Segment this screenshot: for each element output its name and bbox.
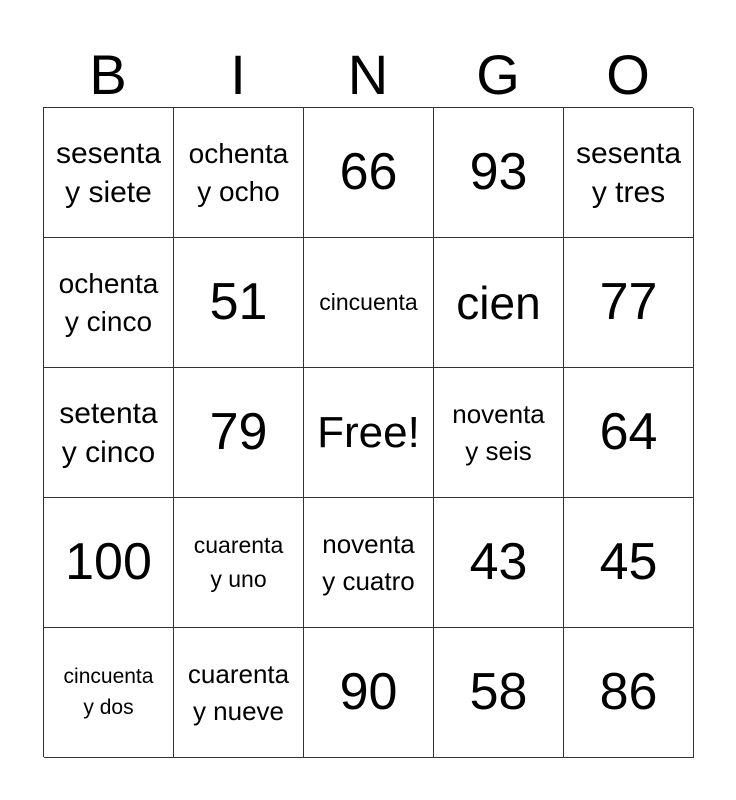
cell-text: 64 [599, 402, 658, 461]
bingo-cell-r4-c4[interactable] [434, 498, 564, 628]
bingo-cell-r2-c5[interactable] [564, 238, 694, 368]
bingo-cell-r3-c5[interactable] [564, 368, 694, 498]
bingo-cell-r3-c1[interactable] [44, 368, 174, 498]
header-letter-n: N [347, 43, 389, 106]
cell-text: cien [456, 276, 541, 329]
header-letter-i: I [230, 43, 246, 106]
cell-text: 51 [209, 272, 268, 331]
cell-text: ochenta y cinco [58, 267, 159, 337]
bingo-cell-r4-c2[interactable] [174, 498, 304, 628]
cell-text: noventa y cuatro [322, 529, 415, 596]
cell-text: sesenta y siete [55, 136, 162, 209]
bingo-cell-r3-c4[interactable] [434, 368, 564, 498]
free-space[interactable] [304, 368, 434, 498]
cell-text: noventa y seis [452, 399, 545, 466]
bingo-grid [43, 107, 693, 757]
bingo-cell-r4-c1[interactable] [44, 498, 174, 628]
header-letter-o: O [606, 43, 650, 106]
header-letter-g: G [476, 43, 520, 106]
cell-text: 86 [599, 662, 658, 721]
bingo-cell-r5-c2[interactable] [174, 628, 304, 758]
bingo-cell-r1-c5[interactable] [564, 108, 694, 238]
header-letter-b: B [89, 43, 127, 106]
bingo-cell-r2-c2[interactable] [174, 238, 304, 368]
bingo-cell-r1-c3[interactable] [304, 108, 434, 238]
cell-text: 77 [599, 272, 658, 331]
bingo-header [43, 42, 693, 108]
bingo-cell-r4-c5[interactable] [564, 498, 694, 628]
bingo-cell-r1-c2[interactable] [174, 108, 304, 238]
free-space-label: Free! [317, 407, 420, 457]
bingo-cell-r1-c1[interactable] [44, 108, 174, 238]
bingo-cell-r5-c1[interactable] [44, 628, 174, 758]
cell-text: cincuenta y dos [63, 665, 154, 719]
cell-text: 66 [339, 142, 398, 201]
cell-text: 100 [65, 532, 152, 591]
bingo-cell-r2-c4[interactable] [434, 238, 564, 368]
bingo-cell-r3-c2[interactable] [174, 368, 304, 498]
bingo-cell-r2-c1[interactable] [44, 238, 174, 368]
cell-text: cuarenta y uno [193, 532, 284, 592]
bingo-cell-r5-c3[interactable] [304, 628, 434, 758]
cell-text: 45 [599, 532, 658, 591]
cell-text: cincuenta [319, 289, 418, 315]
cell-text: setenta y cinco [59, 396, 158, 469]
bingo-cell-r5-c5[interactable] [564, 628, 694, 758]
bingo-cell-r1-c4[interactable] [434, 108, 564, 238]
cell-text: ochenta y ocho [188, 137, 289, 207]
cell-text: 58 [469, 662, 528, 721]
cell-text: 93 [469, 142, 528, 201]
cell-text: sesenta y tres [575, 136, 682, 209]
bingo-cell-r2-c3[interactable] [304, 238, 434, 368]
cell-text: 79 [209, 402, 268, 461]
cell-text: 43 [469, 532, 528, 591]
bingo-cell-r4-c3[interactable] [304, 498, 434, 628]
cell-text: 90 [339, 662, 398, 721]
bingo-cell-r5-c4[interactable] [434, 628, 564, 758]
cell-text: cuarenta y nueve [187, 659, 290, 726]
